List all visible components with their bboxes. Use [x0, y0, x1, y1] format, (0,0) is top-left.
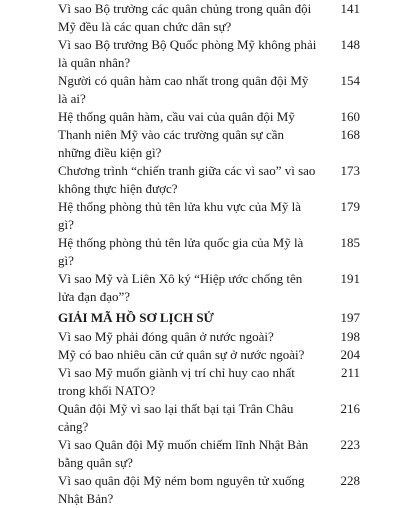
table-of-contents [58, 0, 360, 508]
toc-entry [58, 126, 360, 162]
entry-title: Hệ thống phòng thủ tên lửa quốc gia của Mỹ là gì? [58, 235, 304, 268]
page-number: 204 [340, 347, 360, 362]
toc-entry [58, 436, 360, 472]
page-number: 185 [340, 235, 360, 250]
page-number: 216 [340, 401, 360, 416]
toc-entry [58, 270, 360, 306]
entry-title: Chương trình “chiến tranh giữa các vì sao” vì sao không thực hiện được? [58, 163, 316, 196]
page-number: 168 [340, 127, 360, 142]
toc-entry [58, 36, 360, 72]
entry-title: Hệ thống phòng thủ tên lửa khu vực của Mỹ là gì? [58, 199, 301, 232]
toc-entry [58, 162, 360, 198]
page-number: 211 [340, 365, 360, 380]
entry-title: Mỹ có bao nhiêu căn cứ quân sự ở nước ngoài? [58, 347, 305, 362]
section-title: GIẢI MÃ HỒ SƠ LỊCH SỬ [58, 310, 214, 325]
page-number: 141 [340, 1, 360, 16]
page-number: 179 [340, 199, 360, 214]
page-number: 160 [340, 109, 360, 124]
toc-section-heading [58, 309, 360, 327]
toc-entry [58, 472, 360, 508]
entry-title: Vì sao quân đội Mỹ ném bom nguyên tử xuống Nhật Bản? [58, 473, 305, 506]
entry-title: Vì sao Quân đội Mỹ muốn chiếm lĩnh Nhật Bản bằng quân sự? [58, 437, 309, 470]
toc-entry [58, 346, 360, 364]
toc-entry [58, 108, 360, 126]
toc-entry [58, 364, 360, 400]
entry-title: Vì sao Bộ trưởng các quân chủng trong quân đội Mỹ đều là các quan chức dân sự? [58, 1, 312, 34]
toc-entry [58, 72, 360, 108]
entry-title: Hệ thống quân hàm, cầu vai của quân đội Mỹ [58, 109, 295, 124]
toc-entry [58, 400, 360, 436]
entry-title: Người có quân hàm cao nhất trong quân đội Mỹ là ai? [58, 73, 309, 106]
page-number: 148 [340, 37, 360, 52]
page-number: 228 [340, 473, 360, 488]
toc-entry [58, 328, 360, 346]
entry-title: Vì sao Mỹ và Liên Xô ký “Hiệp ước chống tên lửa đạn đạo”? [58, 271, 303, 304]
page-number: 198 [340, 329, 360, 344]
toc-entry [58, 234, 360, 270]
page-number: 173 [340, 163, 360, 178]
page-number: 197 [340, 310, 360, 325]
entry-title: Vì sao Mỹ phải đóng quân ở nước ngoài? [58, 329, 274, 344]
entry-title: Quân đội Mỹ vì sao lại thất bại tại Trân Châu cảng? [58, 401, 294, 434]
entry-title: Vì sao Bộ trưởng Bộ Quốc phòng Mỹ không phải là quân nhân? [58, 37, 317, 70]
page-number: 191 [340, 271, 360, 286]
toc-entry [58, 198, 360, 234]
entry-title: Thanh niên Mỹ vào các trường quân sự cần những điều kiện gì? [58, 127, 285, 160]
page-number: 154 [340, 73, 360, 88]
page-number: 223 [340, 437, 360, 452]
toc-entry [58, 0, 360, 36]
entry-title: Vì sao Mỹ muốn giành vị trí chỉ huy cao nhất trong khối NATO? [58, 365, 295, 398]
